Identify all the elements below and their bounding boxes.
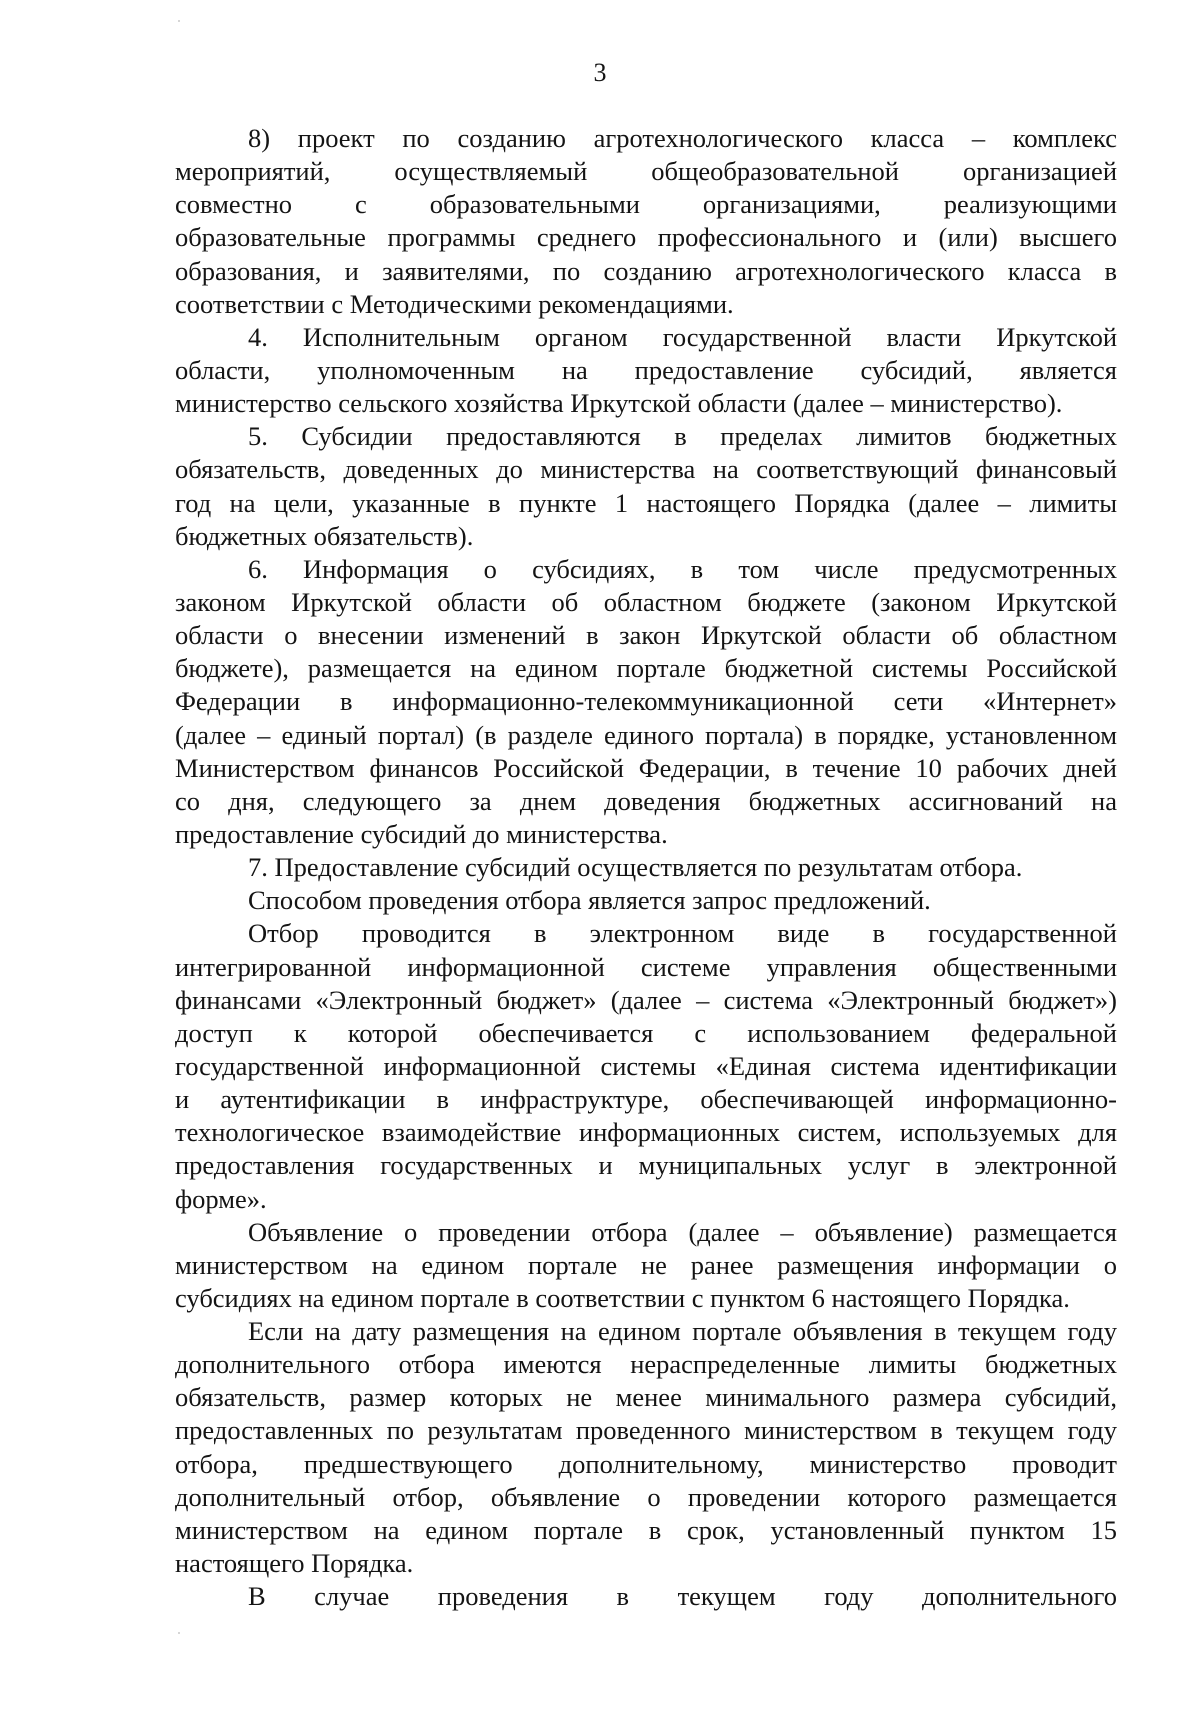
text-line: интегрированной информационной системе управления общественными <box>175 951 1117 982</box>
paragraph <box>175 553 1117 851</box>
text-line: образовательные программы среднего профессионального и (или) высшего <box>175 222 1117 253</box>
text-line: министерством на едином портале не ранее размещения информации о <box>175 1249 1117 1280</box>
text-line: настоящего Порядка. <box>175 1548 414 1579</box>
text-line: бюджетных обязательств). <box>175 520 474 551</box>
document-body <box>175 122 1117 1613</box>
text-line: Федерации в информационно-телекоммуникационной сети «Интернет» <box>175 686 1117 717</box>
paragraph <box>175 321 1117 420</box>
text-line: (далее – единый портал) (в разделе единого портала) в порядке, установленном <box>175 719 1117 750</box>
text-line: 4. Исполнительным органом государственной власти Иркутской <box>248 321 1117 352</box>
text-line: государственной информационной системы «Единая система идентификации <box>175 1050 1117 1081</box>
text-line: 8) проект по созданию агротехнологического класса – комплекс <box>248 123 1117 153</box>
text-line: законом Иркутской области об областном бюджете (законом Иркутской <box>175 586 1117 617</box>
paragraph <box>175 851 1117 884</box>
paragraph <box>175 1216 1117 1315</box>
text-line: В случае проведения в текущем году дополнительного <box>248 1581 1117 1612</box>
text-line: Если на дату размещения на едином портале объявления в текущем году <box>248 1316 1117 1347</box>
text-line: финансами «Электронный бюджет» (далее – система «Электронный бюджет») <box>175 984 1117 1015</box>
text-line: и аутентификации в инфраструктуре, обеспечивающей информационно- <box>175 1084 1117 1115</box>
text-line: мероприятий, осуществляемый общеобразовательной организацией <box>175 156 1117 187</box>
text-line: министерством на едином портале в срок, установленный пунктом 15 <box>175 1514 1117 1545</box>
text-line: министерство сельского хозяйства Иркутской области (далее – министерство). <box>175 388 1063 419</box>
text-line: Отбор проводится в электронном виде в государственной <box>248 918 1117 949</box>
text-line: бюджете), размещается на едином портале бюджетной системы Российской <box>175 653 1117 684</box>
scan-artifact <box>178 20 180 22</box>
text-line: обязательств, размер которых не менее минимального размера субсидий, <box>175 1382 1117 1413</box>
page-number: 3 <box>593 58 607 87</box>
text-line: со дня, следующего за днем доведения бюджетных ассигнований на <box>175 785 1117 816</box>
text-line: образования, и заявителями, по созданию агротехнологического класса в <box>175 255 1117 286</box>
text-line: форме». <box>175 1183 267 1214</box>
text-line: субсидиях на едином портале в соответствии с пунктом 6 настоящего Порядка. <box>175 1282 1070 1313</box>
paragraph <box>175 917 1117 1215</box>
text-line: 5. Субсидии предоставляются в пределах лимитов бюджетных <box>248 421 1117 452</box>
text-line: дополнительный отбор, объявление о проведении которого размещается <box>175 1481 1117 1512</box>
text-line: области о внесении изменений в закон Иркутской области об областном <box>175 620 1117 651</box>
paragraph <box>175 1315 1117 1580</box>
text-line: Объявление о проведении отбора (далее – объявление) размещается <box>248 1216 1117 1247</box>
text-line: 6. Информация о субсидиях, в том числе предусмотренных <box>248 553 1117 584</box>
paragraph <box>175 884 1117 917</box>
text-line: год на цели, указанные в пункте 1 настоящего Порядка (далее – лимиты <box>175 487 1117 518</box>
text-line: соответствии с Методическими рекомендациями. <box>175 288 734 319</box>
scan-artifact <box>178 1632 180 1634</box>
paragraph <box>175 1580 1117 1613</box>
paragraph <box>175 122 1117 321</box>
text-line: предоставленных по результатам проведенного министерством в текущем году <box>175 1415 1117 1446</box>
text-line: области, уполномоченным на предоставление субсидий, является <box>175 354 1117 385</box>
text-line: Способом проведения отбора является запрос предложений. <box>248 885 931 916</box>
text-line: доступ к которой обеспечивается с использованием федеральной <box>175 1017 1117 1048</box>
text-line: обязательств, доведенных до министерства на соответствующий финансовый <box>175 454 1117 485</box>
text-line: предоставление субсидий до министерства. <box>175 818 668 849</box>
text-line: отбора, предшествующего дополнительному, министерство проводит <box>175 1448 1117 1479</box>
text-line: совместно с образовательными организациями, реализующими <box>175 189 1117 220</box>
text-line: предоставления государственных и муниципальных услуг в электронной <box>175 1150 1117 1181</box>
text-line: Министерством финансов Российской Федерации, в течение 10 рабочих дней <box>175 752 1117 783</box>
paragraph <box>175 420 1117 553</box>
text-line: дополнительного отбора имеются нераспределенные лимиты бюджетных <box>175 1349 1117 1380</box>
text-line: технологическое взаимодействие информационных систем, используемых для <box>175 1117 1117 1148</box>
text-line: 7. Предоставление субсидий осуществляется по результатам отбора. <box>248 852 1023 883</box>
